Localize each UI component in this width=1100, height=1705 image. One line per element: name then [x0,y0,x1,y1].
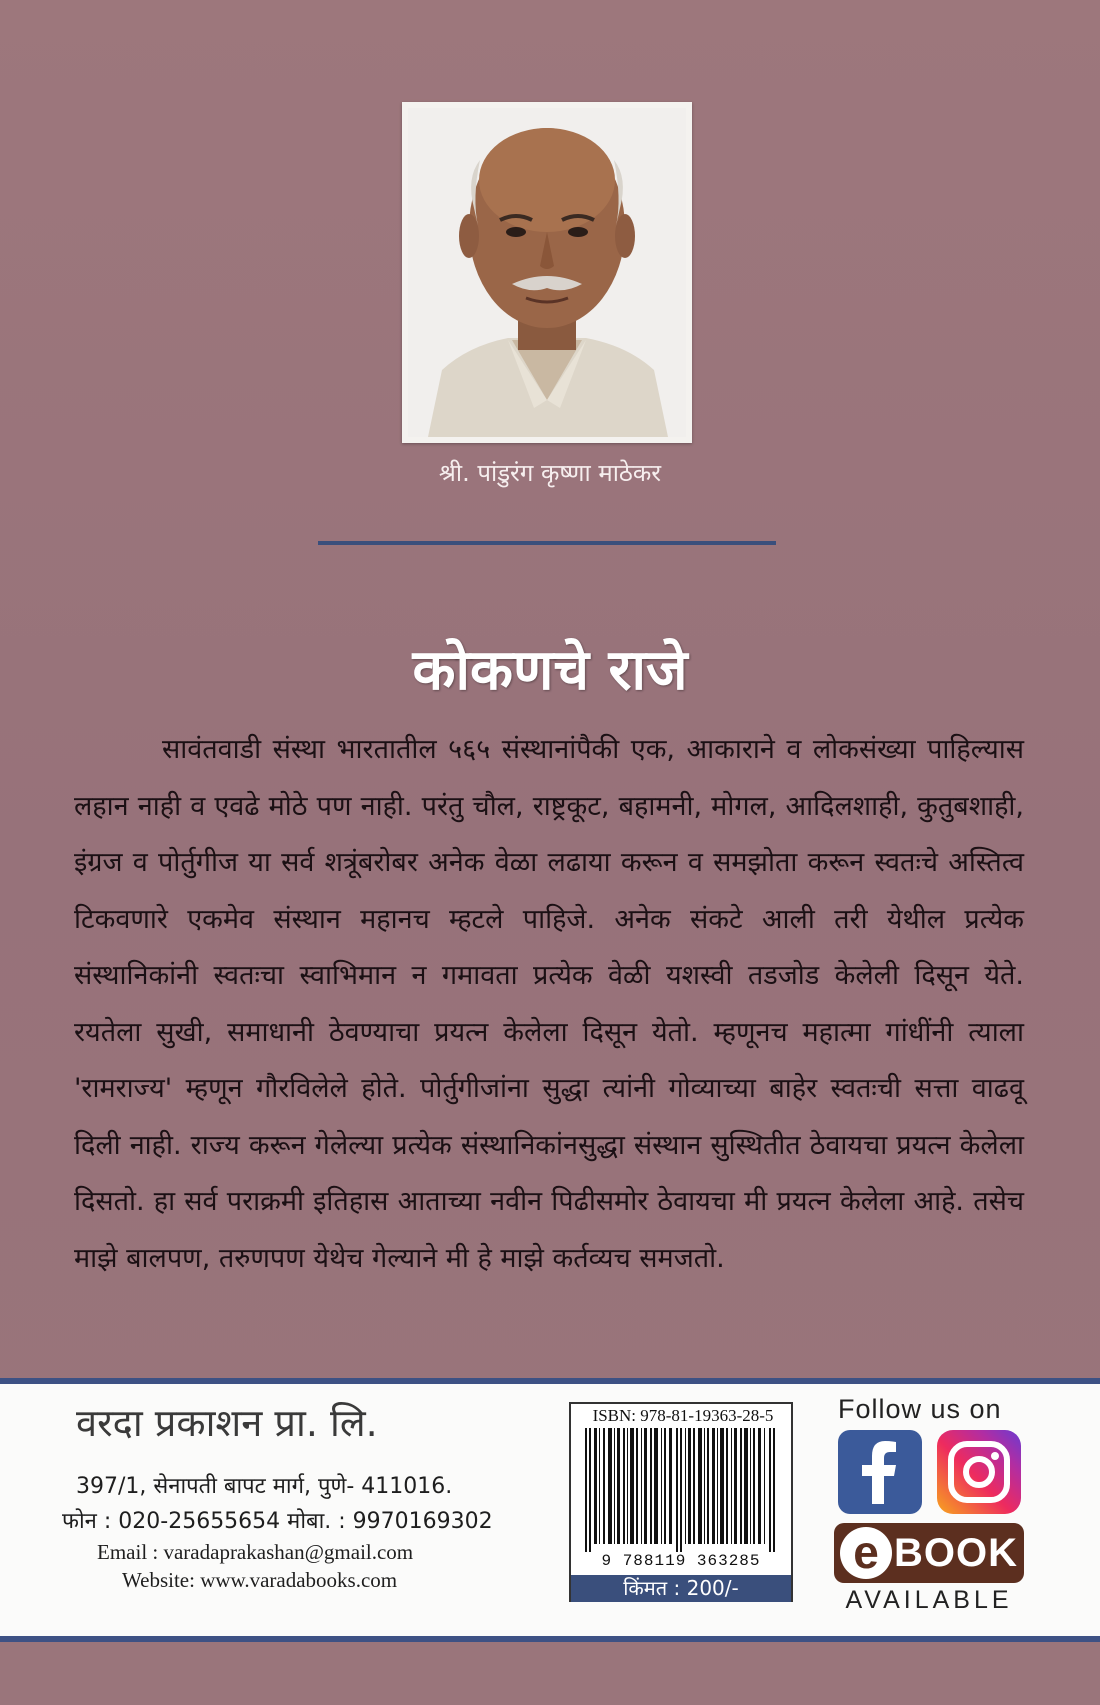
author-portrait-image [408,108,686,437]
publisher-address: 397/1, सेनापती बापट मार्ग, पुणे- 411016. [76,1474,453,1499]
price-label: किंमत : 200/- [571,1575,791,1602]
publisher-website[interactable]: Website: www.varadabooks.com [122,1568,398,1592]
publisher-phone: फोन : 020-25655654 मोबा. : 9970169302 [62,1509,493,1534]
facebook-icon[interactable] [838,1430,922,1514]
ebook-available-label: AVAILABLE [845,1586,1013,1614]
ebook-badge[interactable] [834,1523,1024,1583]
isbn-label: ISBN: 978-81-19363-28-5 [592,1406,774,1425]
author-name: श्री. पांडुरंग कृष्णा माठेकर [438,459,662,487]
follow-us-label: Follow us on [838,1394,1002,1424]
section-divider [318,541,776,545]
barcode-box [569,1402,793,1602]
barcode-icon [583,1428,779,1552]
publisher-email[interactable]: Email : varadaprakashan@gmail.com [97,1540,414,1564]
ebook-e-icon: e [840,1527,892,1579]
barcode-digits: 9 788119 363285 [601,1552,761,1570]
ebook-word: BOOK [894,1531,1018,1575]
instagram-icon[interactable] [937,1430,1021,1514]
book-blurb: सावंतवाडी संस्था भारतातील ५६५ संस्थानांपैकी एक, आकाराने व लोकसंख्या पाहिल्यास लहान नाही व एवढे मोठे पण नाही. परंतु चौल, राष्ट्रकूट, बहामनी, मोगल, आदिलशाही, कुतुबशाही, इंग्रज व पोर्तुगीज या सर्व शत्रूंबरोबर अनेक वेळा लढाया करून व समझोता करून स्वतःचे अस्तित्व टिकवणारे एकमेव संस्थान महानच म्हटले पाहिजे. अनेक संकटे आली तरी येथील प्रत्येक संस्थानिकांनी स्वतःचा स्वाभिमान न गमावता प्रत्येक वेळी यशस्वी तडजोड केलेली दिसून येते. रयतेला सुखी, समाधानी ठेवण्याचा प्रयत्न केलेला दिसून येतो. म्हणूनच महात्मा गांधींनी त्याला 'रामराज्य' म्हणून गौरविलेले होते. पोर्तुगीजांना सुद्धा त्यांनी गोव्याच्या बाहेर स्वतःची सत्ता वाढवू दिली नाही. राज्य करून गेलेल्या प्रत्येक संस्थानिकांनसुद्धा संस्थान सुस्थितीत ठेवायचा प्रयत्न केलेला दिसतो. हा सर्व पराक्रमी इतिहास आताच्या नवीन पिढीसमोर ठेवायचा मी प्रयत्न केलेला आहे. तसेच माझे बालपण, तरुणपण येथेच गेल्याने मी हे माझे कर्तव्यच समजतो. [74,734,1024,1274]
author-photo [402,102,692,443]
publisher-name: वरदा प्रकाशन प्रा. लि. [76,1401,378,1445]
book-title: कोकणचे राजे [412,638,688,703]
